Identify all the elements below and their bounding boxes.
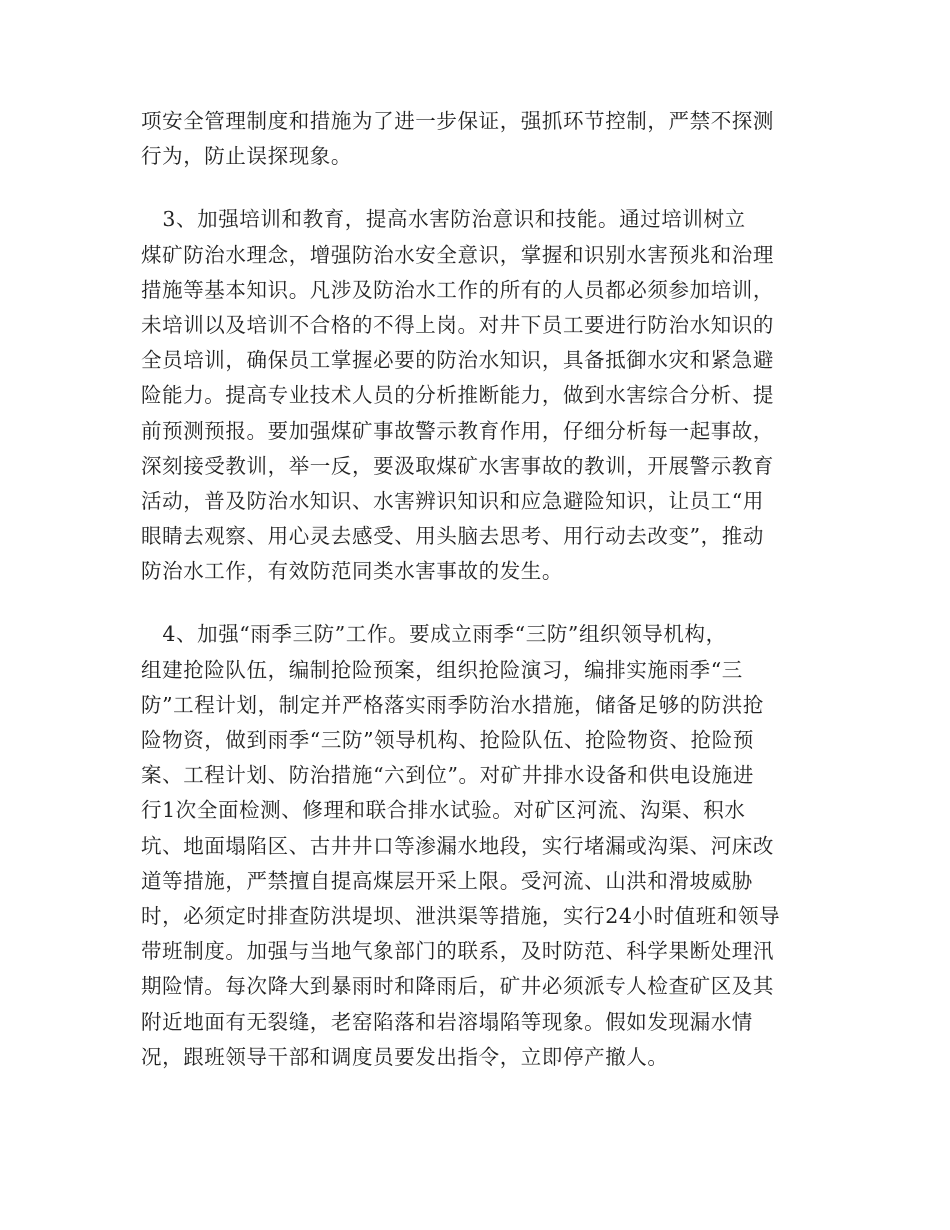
text-line: 未培训以及培训不合格的不得上岗。对井下员工要进行防治水知识的 [141,312,774,337]
text-line: 4、加强“雨季三防”工作。要成立雨季“三防”组织领导机构， [141,622,727,647]
text-line: 行为，防止误探现象。 [141,144,352,169]
text-line: 深刻接受教训，举一反，要汲取煤矿水害事故的教训，开展警示教育 [141,453,774,478]
text-line: 煤矿防治水理念，增强防治水安全意识，掌握和识别水害预兆和治理 [141,242,774,267]
text-line: 组建抢险队伍，编制抢险预案，组织抢险演习，编排实施雨季“三 [141,657,743,682]
text-line: 行1次全面检测、修理和联合排水试验。对矿区河流、沟渠、积水 [141,798,746,823]
paragraph-training [141,202,811,589]
paragraph-rainy-season [141,617,811,1074]
text-line: 附近地面有无裂缝，老窑陷落和岩溶塌陷等现象。假如发现漏水情 [141,1009,753,1034]
text-line: 防”工程计划，制定并严格落实雨季防治水措施，储备足够的防洪抢 [141,692,764,717]
text-line: 况，跟班领导干部和调度员要发出指令，立即停产撤人。 [141,1044,669,1069]
text-line: 坑、地面塌陷区、古井井口等渗漏水地段，实行堵漏或沟渠、河床改 [141,833,774,858]
text-line: 3、加强培训和教育，提高水害防治意识和技能。通过培训树立 [141,207,746,232]
text-line: 眼睛去观察、用心灵去感受、用头脑去思考、用行动去改变”，推动 [141,524,764,549]
text-line: 前预测预报。要加强煤矿事故警示教育作用，仔细分析每一起事故， [141,418,774,443]
text-line: 防治水工作，有效防范同类水害事故的发生。 [141,559,563,584]
text-line: 时，必须定时排查防洪堤坝、泄洪渠等措施，实行24小时值班和领导 [141,903,781,928]
text-line: 案、工程计划、防治措施“六到位”。对矿井排水设备和供电设施进 [141,763,754,788]
text-line: 道等措施，严禁擅自提高煤层开采上限。受河流、山洪和滑坡威胁 [141,868,753,893]
text-line: 期险情。每次降大到暴雨时和降雨后，矿井必须派专人检查矿区及其 [141,974,774,999]
text-line: 险物资，做到雨季“三防”领导机构、抢险队伍、抢险物资、抢险预 [141,728,754,752]
text-line: 险能力。提高专业技术人员的分析推断能力，做到水害综合分析、提 [141,383,774,408]
text-line: 活动，普及防治水知识、水害辨识知识和应急避险知识，让员工“用 [141,488,764,513]
text-line: 全员培训，确保员工掌握必要的防治水知识，具备抵御水灾和紧急避 [141,348,774,373]
document-body [141,104,811,1075]
text-line: 措施等基本知识。凡涉及防治水工作的所有的人员都必须参加培训， [141,277,774,302]
text-line: 带班制度。加强与当地气象部门的联系，及时防范、科学果断处理汛 [141,939,774,964]
paragraph-continuation [141,104,811,174]
text-line: 项安全管理制度和措施为了进一步保证，强抓环节控制，严禁不探测 [141,109,774,133]
